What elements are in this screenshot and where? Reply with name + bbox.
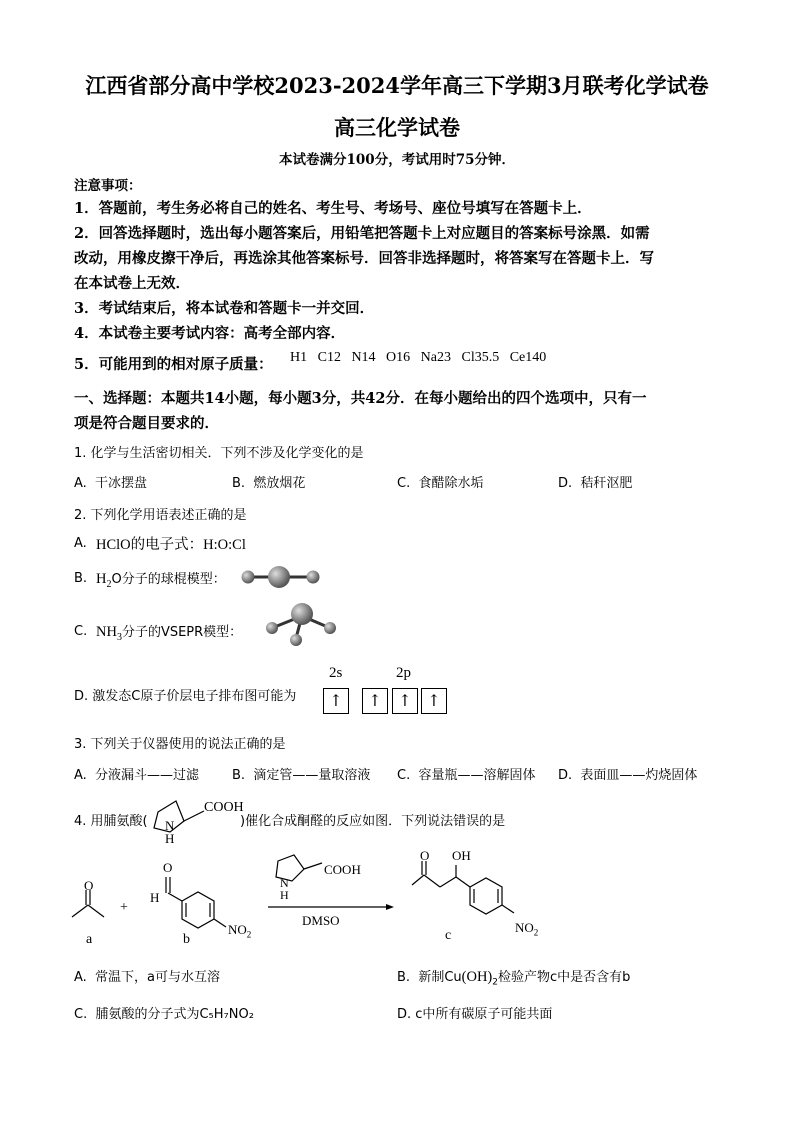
q1-option-d: D. 秸秆沤肥 (558, 476, 633, 491)
note-2-line3: 在本试卷上无效． (74, 275, 190, 292)
section-1-heading-line1: 一、选择题：本题共14小题，每小题3分，共42分．在每小题给出的四个选项中，只有一 (74, 390, 647, 407)
nh3-vsepr-model (262, 604, 342, 654)
q3-option-c: C. 容量瓶——溶解固体 (397, 768, 536, 783)
notes-heading: 注意事项： (74, 178, 142, 194)
proline-h: H (280, 888, 289, 902)
q4-option-b: B. 新制$Cu(OH)_2$检验产物c中是否含有b (397, 969, 631, 988)
q2-option-c-text: $NH_3$分子的VSEPR模型： (96, 624, 243, 643)
note-4: 4．本试卷主要考试内容：高考全部内容． (74, 325, 346, 342)
plus-sign: + (120, 900, 128, 915)
proline-inline-n: N (165, 818, 175, 833)
benzaldehyde-o: O (163, 860, 173, 875)
exam-info: 本试卷满分100分，考试用时75分钟． (279, 152, 515, 168)
orbital-2s-label: 2s (329, 665, 343, 681)
benzaldehyde-h: H (150, 890, 160, 905)
product-oh: OH (452, 848, 471, 863)
compound-c-label: c (445, 928, 452, 943)
q2-option-a-label: A. (74, 536, 87, 551)
reaction-scheme (60, 855, 560, 950)
orbital-2p-box-3: ↑ (421, 688, 447, 714)
proline-cooh: COOH (324, 862, 361, 877)
product-o: O (420, 848, 430, 863)
q3-option-d: D. 表面皿——灼烧固体 (558, 768, 698, 783)
acetone-o: O (84, 878, 94, 893)
q3-option-a: A. 分液漏斗——过滤 (74, 768, 200, 783)
q1-option-a: A. 干冰摆盘 (74, 476, 148, 491)
solvent-dmso: DMSO (302, 913, 340, 928)
q2-stem: 2. 下列化学用语表述正确的是 (74, 508, 247, 523)
orbital-2p-box-2: ↑ (392, 688, 418, 714)
section-1-heading-line2: 项是符合题目要求的． (74, 415, 219, 432)
q2-option-b-label: B. (74, 571, 88, 586)
compound-b-no2: $NO_2$ (228, 922, 252, 940)
proline-n: N (280, 876, 289, 890)
proline-inline-cooh: COOH (204, 800, 244, 815)
q1-stem: 1. 化学与生活密切相关．下列不涉及化学变化的是 (74, 446, 364, 461)
orbital-2p-box-1: ↑ (362, 688, 388, 714)
product-no2: $NO_2$ (515, 920, 539, 938)
note-3: 3．考试结束后，将本试卷和答题卡一并交回． (74, 300, 375, 317)
atomic-masses: H1 C12 N14 O16 Na23 Cl35.5 Ce140 (290, 350, 547, 365)
q2-option-a-text: HClO的电子式：H:O:Cl (96, 537, 246, 553)
q2-option-b-text: $H_2O$分子的球棍模型： (96, 571, 226, 590)
q2-option-d-text: D. 激发态C原子价层电子排布图可能为 (74, 689, 297, 704)
note-5-label: 5．可能用到的相对原子质量： (74, 356, 273, 373)
compound-a-label: a (86, 932, 93, 947)
q3-option-b: B. 滴定管——量取溶液 (232, 768, 371, 783)
page-title: 江西省部分高中学校2023-2024学年高三下学期3月联考化学试卷 (85, 73, 709, 98)
q3-stem: 3. 下列关于仪器使用的说法正确的是 (74, 737, 286, 752)
proline-inline-h: H (165, 831, 175, 846)
h2o-ball-stick-model (236, 562, 326, 592)
q4-stem-post: )催化合成酮醛的反应如图．下列说法错误的是 (240, 814, 506, 829)
orbital-2s-box: ↑ (323, 688, 349, 714)
q1-option-c: C. 食醋除水垢 (397, 476, 484, 491)
q2-option-c-label: C. (74, 624, 88, 639)
note-1: 1．答题前，考生务必将自己的姓名、考生号、考场号、座位号填写在答题卡上． (74, 200, 592, 217)
q4-option-c: C. 脯氨酸的分子式为C₅H₇NO₂ (74, 1007, 254, 1022)
note-2-line1: 2．回答选择题时，选出每小题答案后，用铅笔把答题卡上对应题目的答案标号涂黑．如需 (74, 225, 650, 242)
orbital-2p-label: 2p (396, 665, 411, 681)
page-subtitle: 高三化学试卷 (334, 115, 460, 140)
q4-option-a: A. 常温下，a可与水互溶 (74, 970, 221, 985)
note-2-line2: 改动，用橡皮擦干净后，再选涂其他答案标号．回答非选择题时，将答案写在答题卡上．写 (74, 250, 654, 267)
q4-option-d: D. c中所有碳原子可能共面 (397, 1007, 553, 1022)
compound-b-label: b (183, 932, 190, 947)
q4-stem-pre: 4. 用脯氨酸( (74, 814, 148, 829)
q1-option-b: B. 燃放烟花 (232, 476, 306, 491)
